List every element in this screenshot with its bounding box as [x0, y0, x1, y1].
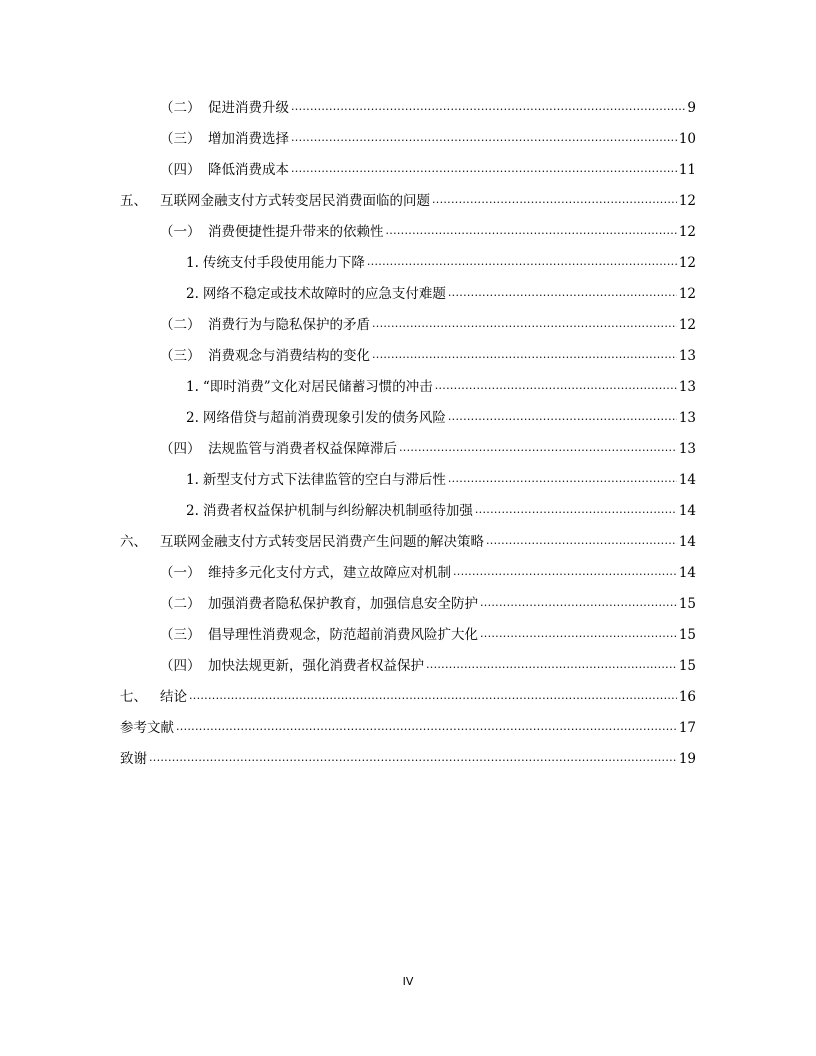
dot-leader [480, 587, 677, 618]
toc-entry-title: 维持多元化支付方式，建立故障应对机制 [208, 565, 451, 581]
toc-entry[interactable] [120, 186, 696, 217]
toc-entry[interactable] [120, 279, 696, 310]
toc-entry[interactable] [120, 217, 696, 248]
dot-leader [448, 401, 677, 432]
toc-entry[interactable] [120, 527, 696, 558]
toc-entry[interactable] [120, 496, 696, 527]
toc-entry[interactable] [120, 434, 696, 465]
toc-entry-page: 15 [678, 627, 696, 643]
toc-entry-page: 10 [678, 131, 696, 147]
toc-entry-page: 12 [678, 193, 696, 209]
toc-entry[interactable] [120, 589, 696, 620]
toc-entry[interactable] [120, 124, 696, 155]
toc-entry-number: 五、 [120, 193, 147, 209]
toc-entry-number: （四） [160, 162, 201, 178]
toc-entry-page: 13 [678, 410, 696, 426]
toc-entry-number: （二） [160, 596, 201, 612]
toc-entry[interactable] [120, 465, 696, 496]
toc-entry-title: 消费行为与隐私保护的矛盾 [208, 317, 370, 333]
toc-entry-number: （四） [160, 441, 201, 457]
dot-leader [486, 525, 677, 556]
toc-entry-page: 19 [678, 751, 696, 767]
toc-entry-page: 11 [678, 162, 696, 178]
toc-entry[interactable] [120, 558, 696, 589]
toc-entry-title: 法规监管与消费者权益保障滞后 [208, 441, 397, 457]
toc-entry-title: 互联网金融支付方式转变居民消费面临的问题 [160, 193, 430, 209]
toc-entry-page: 16 [678, 689, 696, 705]
toc-entry-title: 互联网金融支付方式转变居民消费产生问题的解决策略 [160, 534, 484, 550]
toc-entry[interactable] [120, 620, 696, 651]
toc-entry-title: 结论 [160, 689, 187, 705]
toc-entry-title: 参考文献 [120, 720, 174, 736]
toc-entry-title: 消费便捷性提升带来的依赖性 [208, 224, 384, 240]
dot-leader [432, 184, 677, 215]
toc-entry-title: 加强消费者隐私保护教育，加强信息安全防护 [208, 596, 478, 612]
toc-entry-page: 17 [678, 720, 696, 736]
toc-entry-title: 加快法规更新，强化消费者权益保护 [208, 658, 424, 674]
toc-entry-title: 网络借贷与超前消费现象引发的债务风险 [202, 410, 446, 426]
toc-entry-number: （三） [160, 627, 201, 643]
dot-leader [176, 711, 677, 742]
dot-leader [372, 339, 677, 370]
toc-entry-page: 12 [678, 255, 696, 271]
dot-leader [291, 91, 685, 122]
toc-entry[interactable] [120, 713, 696, 744]
dot-leader [367, 246, 677, 277]
toc-entry-title: 传统支付手段使用能力下降 [202, 255, 365, 271]
dot-leader [372, 308, 677, 339]
dot-leader [475, 494, 677, 525]
toc-entry[interactable] [120, 248, 696, 279]
dot-leader [291, 122, 677, 153]
toc-entry-number: （三） [160, 348, 201, 364]
dot-leader [399, 432, 677, 463]
toc-entry-number: 1. [186, 255, 199, 271]
toc-entry-page: 13 [678, 348, 696, 364]
toc-entry[interactable] [120, 651, 696, 682]
toc-entry[interactable] [120, 682, 696, 713]
toc-entry-title: 网络不稳定或技术故障时的应急支付难题 [202, 286, 446, 302]
toc-entry-page: 12 [678, 224, 696, 240]
toc-entry[interactable] [120, 341, 696, 372]
page-number-footer: IV [402, 975, 414, 988]
dot-leader [435, 370, 677, 401]
dot-leader [448, 277, 677, 308]
toc-entry-title: 消费者权益保护机制与纠纷解决机制亟待加强 [202, 503, 473, 519]
table-of-contents [120, 93, 696, 775]
toc-entry-number: （四） [160, 658, 201, 674]
toc-entry-page: 12 [678, 317, 696, 333]
toc-entry-page: 15 [678, 658, 696, 674]
dot-leader [149, 742, 677, 773]
toc-entry-number: （二） [160, 100, 201, 116]
dot-leader [386, 215, 677, 246]
toc-entry-number: （二） [160, 317, 201, 333]
toc-entry[interactable] [120, 155, 696, 186]
toc-entry[interactable] [120, 372, 696, 403]
toc-entry[interactable] [120, 744, 696, 775]
dot-leader [480, 618, 677, 649]
toc-entry-title: 倡导理性消费观念，防范超前消费风险扩大化 [208, 627, 478, 643]
toc-entry[interactable] [120, 93, 696, 124]
toc-entry-title: “即时消费”文化对居民储蓄习惯的冲击 [202, 379, 433, 395]
toc-entry-number: 2. [186, 410, 199, 426]
toc-entry[interactable] [120, 310, 696, 341]
toc-entry-page: 15 [678, 596, 696, 612]
toc-entry-page: 14 [678, 565, 696, 581]
toc-entry-number: 六、 [120, 534, 147, 550]
toc-entry-title: 增加消费选择 [208, 131, 289, 147]
dot-leader [426, 649, 677, 680]
toc-entry-page: 13 [678, 379, 696, 395]
toc-entry-page: 14 [678, 503, 696, 519]
toc-entry-title: 致谢 [120, 751, 147, 767]
toc-entry-page: 13 [678, 441, 696, 457]
toc-entry-title: 新型支付方式下法律监管的空白与滞后性 [202, 472, 446, 488]
toc-entry-number: 七、 [120, 689, 147, 705]
toc-entry[interactable] [120, 403, 696, 434]
toc-entry-number: 2. [186, 286, 199, 302]
dot-leader [291, 153, 677, 184]
toc-entry-number: 1. [186, 472, 199, 488]
toc-entry-page: 14 [678, 534, 696, 550]
toc-entry-number: （一） [160, 224, 201, 240]
dot-leader [189, 680, 677, 711]
toc-entry-number: 2. [186, 503, 199, 519]
dot-leader [448, 463, 677, 494]
dot-leader [453, 556, 677, 587]
toc-entry-number: （三） [160, 131, 201, 147]
toc-entry-title: 促进消费升级 [208, 100, 289, 116]
toc-entry-page: 12 [678, 286, 696, 302]
toc-entry-page: 9 [687, 100, 696, 116]
toc-entry-page: 14 [678, 472, 696, 488]
toc-entry-title: 降低消费成本 [208, 162, 289, 178]
toc-entry-number: 1. [186, 379, 199, 395]
toc-entry-number: （一） [160, 565, 201, 581]
toc-entry-title: 消费观念与消费结构的变化 [208, 348, 370, 364]
